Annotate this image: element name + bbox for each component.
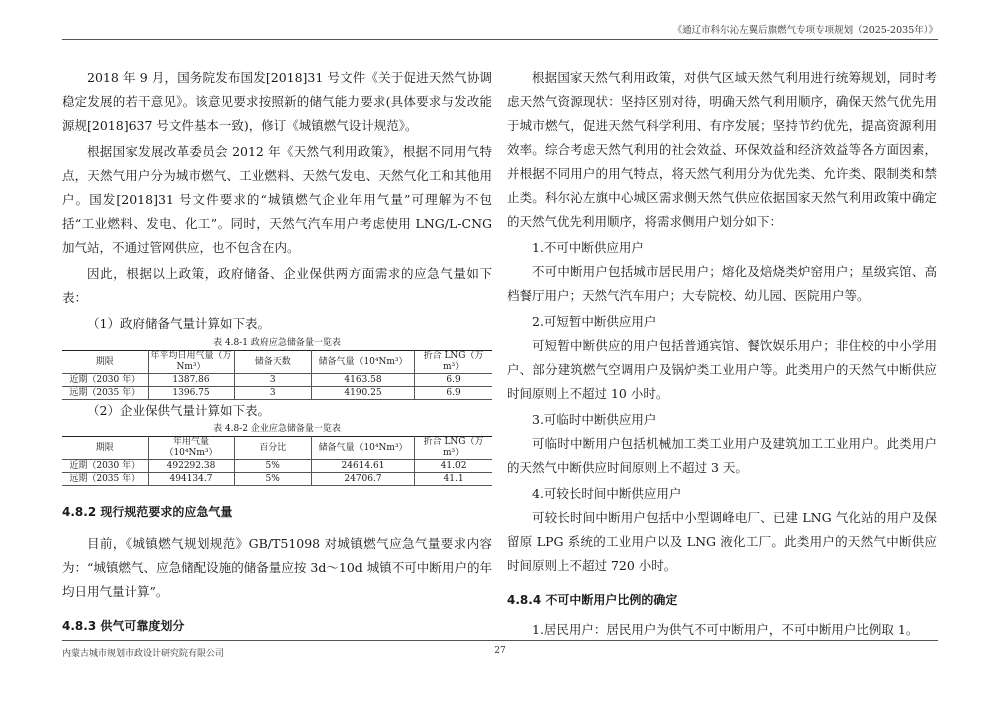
table-cell: 494134.7 (148, 473, 234, 486)
table-row (62, 387, 492, 400)
table-cell: 24614.61 (311, 460, 414, 473)
section-heading: 4.8.3 供气可靠度划分 (62, 619, 185, 633)
table-cell: 6.9 (415, 374, 492, 387)
paragraph: 因此，根据以上政策，政府储备、企业保供两方面需求的应急气量如下表： (62, 266, 492, 305)
paragraph: 可较长时间中断用户包括中小型调峰电厂、已建 LNG 气化站的用户及保留原 LPG 系统的工业用户以及 LNG 液化工厂。此类用户的天然气中断供应时间原则上不超过 720 小时。 (507, 510, 937, 573)
table-header-row (62, 437, 492, 460)
table-row (62, 460, 492, 473)
enterprise-reserve-table (62, 436, 492, 486)
list-heading: 1.不可中断供应用户 (532, 240, 644, 255)
page-header (62, 22, 938, 40)
paragraph: 目前，《城镇燃气规划规范》GB/T51098 对城镇燃气应急气量要求内容为：“城镇燃气、应急储配设施的储备量应按 3d～10d 城镇不可中断用户的年均日用气量计算”。 (62, 536, 492, 599)
table-cell: 492292.38 (148, 460, 234, 473)
table-header-cell: 折合 LNG（万 m³） (415, 351, 492, 374)
table-cell: 1387.86 (148, 374, 234, 387)
table-cell: 近期（2030 年） (62, 374, 148, 387)
left-column (62, 66, 492, 638)
table-cell: 41.02 (415, 460, 492, 473)
table-header-cell: 年用气量（10⁴Nm³） (148, 437, 234, 460)
table-cell: 1396.75 (148, 387, 234, 400)
table-cell: 3 (234, 374, 311, 387)
table-header-cell: 年平均日用气量（万 Nm³） (148, 351, 234, 374)
paragraph: 可临时中断用户包括机械加工类工业用户及建筑加工工业用户。此类用户的天然气中断供应时间原则上不超过 3 天。 (507, 436, 937, 475)
table-cell: 24706.7 (311, 473, 414, 486)
table-header-cell: 期限 (62, 437, 148, 460)
table-row (62, 473, 492, 486)
subheading: （1）政府储备气量计算如下表。 (87, 316, 270, 331)
list-heading: 2.可短暂中断供应用户 (532, 314, 657, 329)
table-cell: 远期（2035 年） (62, 473, 148, 486)
section-heading: 4.8.4 不可中断用户比例的确定 (507, 593, 678, 607)
table-cell: 5% (234, 473, 311, 486)
table-cell: 3 (234, 387, 311, 400)
table-row (62, 374, 492, 387)
government-reserve-table (62, 350, 492, 400)
footer-organization: 内蒙古城市规划市政设计研究院有限公司 (62, 649, 225, 659)
list-heading: 3.可临时中断供应用户 (532, 412, 657, 427)
paragraph: 不可中断用户包括城市居民用户；熔化及焙烧类炉窑用户；星级宾馆、高档餐厅用户；天然气汽车用户；大专院校、幼儿园、医院用户等。 (507, 264, 937, 303)
table-header-cell: 储备气量（10⁴Nm³） (311, 351, 414, 374)
paragraph: 根据国家发展改革委员会 2012 年《天然气利用政策》，根据不同用气特点，天然气用户分为城市燃气、工业燃料、天然气发电、天然气化工和其他用户。国发[2018]31 号文件要求的“城镇燃气企业年用气量”可理解为不包括“工业燃料、发电、化工”。同时，天然气汽车用户考虑使用 LNG/L-CNG 加气站，不通过管网供应，也不包含在内。 (62, 144, 492, 255)
table-cell: 6.9 (415, 387, 492, 400)
table-caption: 表 4.8-2 企业应急储备量一览表 (213, 424, 341, 434)
subheading: （2）企业保供气量计算如下表。 (87, 403, 270, 418)
paragraph: 1.居民用户：居民用户为供气不可中断用户，不可中断用户比例取 1。 (532, 622, 919, 637)
table-cell: 4190.25 (311, 387, 414, 400)
table-cell: 远期（2035 年） (62, 387, 148, 400)
table-header-cell: 期限 (62, 351, 148, 374)
paragraph: 根据国家天然气利用政策，对供气区域天然气利用进行统筹规划，同时考虑天然气资源现状：坚持区别对待，明确天然气利用顺序，确保天然气优先用于城市燃气，促进天然气科学利用、有序发展；坚持节约优先，提高资源利用效率。综合考虑天然气利用的社会效益、环保效益和经济效益等各方面因素，并根据不同用户的用气特点，将天然气利用分为优先类、允许类、限制类和禁止类。科尔沁左旗中心城区需求侧天然气供应依据国家天然气利用政策中确定的天然气优先利用顺序，将需求侧用户划分如下： (507, 70, 937, 229)
table-cell: 41.1 (415, 473, 492, 486)
footer-rule (62, 640, 938, 641)
table-header-cell: 百分比 (234, 437, 311, 460)
table-header-cell: 储备气量（10⁴Nm³） (311, 437, 414, 460)
table-header-cell: 储备天数 (234, 351, 311, 374)
table-header-cell: 折合 LNG（万 m³） (415, 437, 492, 460)
paragraph: 可短暂中断供应的用户包括普通宾馆、餐饮娱乐用户；非住校的中小学用户、部分建筑燃气空调用户及锅炉类工业用户等。此类用户的天然气中断供应时间原则上不超过 10 小时。 (507, 338, 937, 401)
table-header-row (62, 351, 492, 374)
table-cell: 近期（2030 年） (62, 460, 148, 473)
list-heading: 4.可较长时间中断供应用户 (532, 486, 682, 501)
table-cell: 4163.58 (311, 374, 414, 387)
right-column (507, 66, 937, 644)
table-caption: 表 4.8-1 政府应急储备量一览表 (213, 338, 341, 348)
paragraph: 2018 年 9 月，国务院发布国发[2018]31 号文件《关于促进天然气协调稳定发展的若干意见》。该意见要求按照新的储气能力要求(具体要求与发改能源规[2018]637 号文件基本一致)，修订《城镇燃气设计规范》。 (62, 70, 492, 133)
page-number: 27 (494, 646, 506, 656)
table-cell: 5% (234, 460, 311, 473)
header-title: 《通辽市科尔沁左翼后旗燃气专项专项规划（2025-2035年）》 (672, 25, 938, 36)
section-heading: 4.8.2 现行规范要求的应急气量 (62, 505, 233, 519)
